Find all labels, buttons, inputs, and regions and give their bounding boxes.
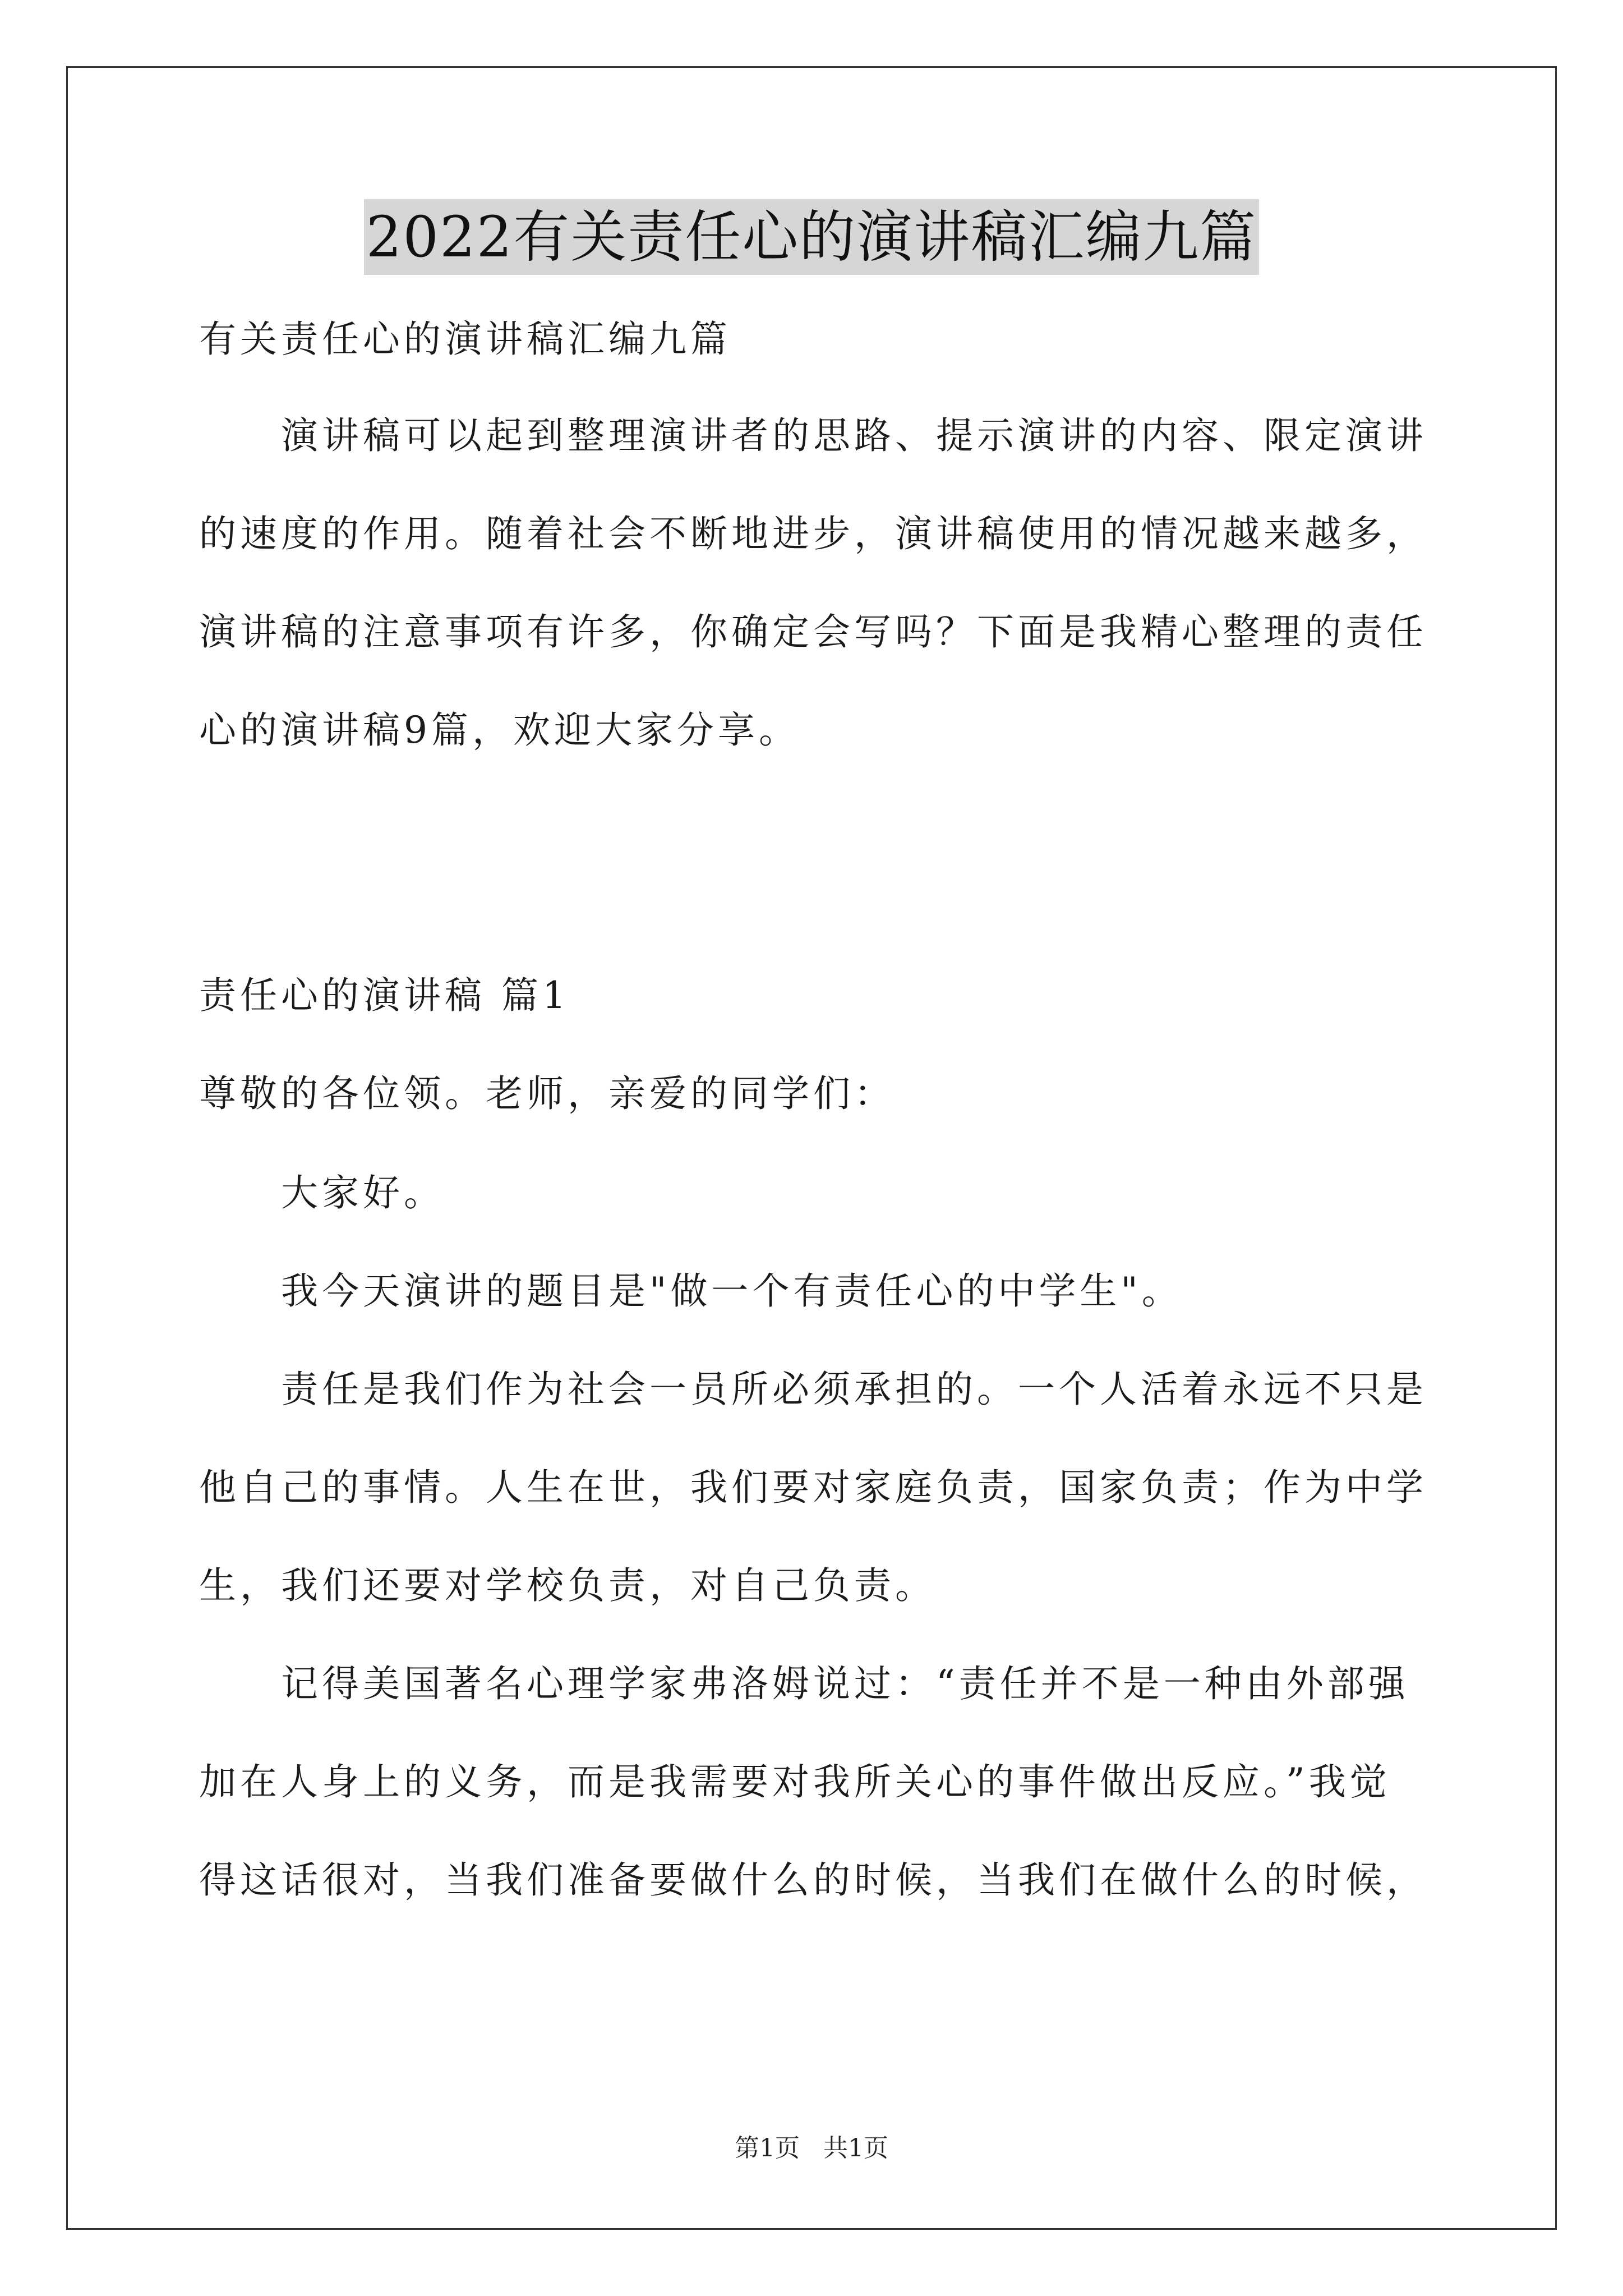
paragraph-line: 演讲稿的注意事项有许多，你确定会写吗？下面是我精心整理的责任 [199,610,1427,654]
paragraph-line: 演讲稿可以起到整理演讲者的思路、提示演讲的内容、限定演讲 [199,414,1427,457]
section-heading: 责任心的演讲稿 篇1 [199,974,570,1017]
paragraph-line: 责任是我们作为社会一员所必须承担的。一个人活着永远不只是 [199,1368,1427,1411]
paragraph-line: 得这话很对，当我们准备要做什么的时候，当我们在做什么的时候， [199,1858,1427,1902]
paragraph-line: 加在人身上的义务，而是我需要对我所关心的事件做出反应。”我觉 [199,1760,1391,1803]
paragraph-line: 我今天演讲的题目是"做一个有责任心的中学生"。 [199,1269,1183,1313]
paragraph-line: 大家好。 [199,1171,445,1214]
page-number-total: 共1页 [823,2134,888,2162]
paragraph-line: 记得美国著名心理学家弗洛姆说过：“责任并不是一种由外部强 [199,1662,1409,1705]
page-footer [0,2132,1623,2165]
paragraph-line: 生，我们还要对学校负责，对自己负责。 [199,1564,936,1607]
title-container [0,199,1623,275]
paragraph-line: 有关责任心的演讲稿汇编九篇 [199,318,731,361]
paragraph-line: 心的演讲稿9篇，欢迎大家分享。 [199,708,800,752]
paragraph-line: 他自己的事情。人生在世，我们要对家庭负责，国家负责；作为中学 [199,1466,1427,1509]
page-number-current: 第1页 [735,2134,800,2162]
document-title: 2022有关责任心的演讲稿汇编九篇 [364,199,1260,275]
paragraph-line: 的速度的作用。随着社会不断地进步，演讲稿使用的情况越来越多， [199,512,1427,555]
paragraph-line: 尊敬的各位领。老师，亲爱的同学们： [199,1072,895,1115]
